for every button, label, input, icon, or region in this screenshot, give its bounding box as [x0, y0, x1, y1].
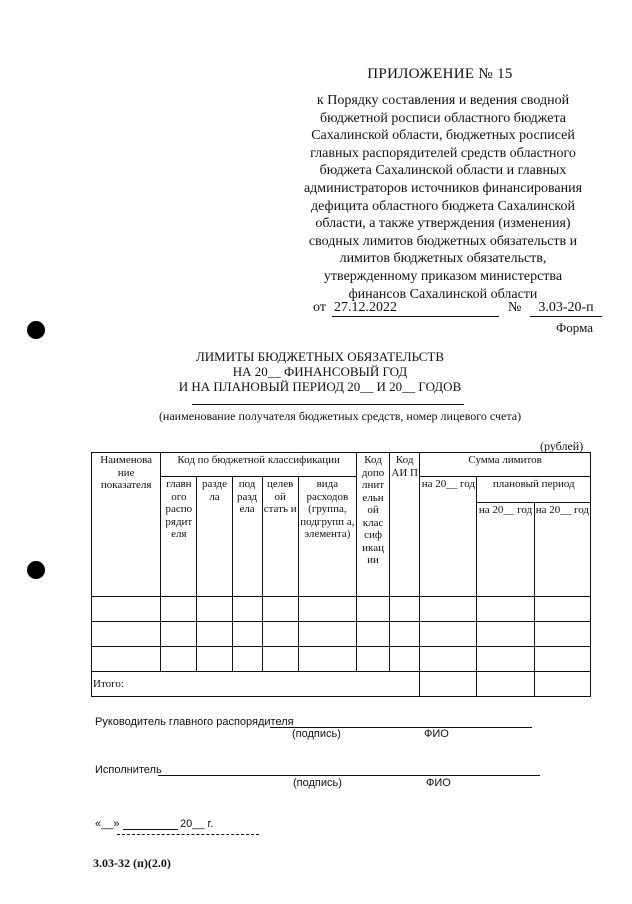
header-razdel: разде ла: [197, 477, 232, 597]
header-vid: вида расходов (группа, подгрупп а, элемента): [298, 477, 356, 597]
header-name: Наименова ние показателя: [92, 453, 161, 597]
title-line-1: ЛИМИТЫ БЮДЖЕТНЫХ ОБЯЗАТЕЛЬСТВ: [195, 349, 445, 364]
head-sign-caption: (подпись): [292, 728, 341, 740]
limits-table: [91, 452, 591, 697]
header-glavn: главн ого распо рядит еля: [161, 477, 197, 597]
appendix-line: утвержденному приказом министерства: [323, 268, 563, 284]
table-row: [92, 622, 591, 647]
units-label: (рублей): [540, 439, 584, 453]
header-plan-group: плановый период: [477, 477, 591, 503]
header-podrazdel: под разд ела: [232, 477, 262, 597]
order-number-label: №: [508, 300, 522, 315]
date-year: 20__ г.: [180, 818, 214, 830]
header-plan-1: на 20__ год: [477, 503, 534, 597]
head-fio-caption: ФИО: [424, 728, 449, 740]
form-label: Форма: [556, 320, 593, 335]
date-month-line: [123, 818, 178, 830]
appendix-line: лимитов бюджетных обязательств,: [339, 251, 547, 267]
head-signature-label: Руководитель главного распорядителя: [95, 716, 294, 728]
header-year: на 20__ год: [420, 477, 477, 597]
table-row: [92, 647, 591, 672]
recipient-caption: (наименование получателя бюджетных средств, номер лицевого счета): [158, 409, 522, 423]
executor-fio-caption: ФИО: [426, 777, 451, 789]
punch-hole-bottom: [27, 561, 45, 579]
appendix-line: финансов Сахалинской области: [348, 286, 538, 302]
total-row: [92, 672, 591, 697]
head-signature-line: [270, 716, 532, 728]
appendix-line: области, а также утверждения (изменения): [315, 216, 571, 232]
header-csr: целев ой стать и: [262, 477, 298, 597]
header-plan-2: на 20__ год: [534, 503, 590, 597]
header-kod-dop: Код допо лнит ельн ой клас сиф икац ии: [357, 453, 390, 597]
appendix-line: бюджетной росписи областного бюджета: [320, 110, 566, 126]
executor-sign-caption: (подпись): [293, 777, 342, 789]
appendix-line: главных распорядителей средств областного: [310, 145, 576, 161]
appendix-line: дефицита областного бюджета Сахалинской: [311, 198, 575, 214]
appendix-line: Сахалинской области, бюджетных росписей: [311, 128, 575, 144]
recipient-line: [192, 404, 464, 405]
order-from-label: от: [313, 300, 326, 315]
form-code: 3.03-32 (п)(2.0): [93, 856, 171, 870]
order-number: 3.03-20-п: [530, 300, 602, 317]
header-bk-group: Код по бюджетной классификации: [161, 453, 357, 477]
title-line-3: И НА ПЛАНОВЫЙ ПЕРИОД 20__ И 20__ ГОДОВ: [178, 379, 462, 394]
order-date: 27.12.2022: [332, 300, 499, 317]
executor-label: Исполнитель: [95, 764, 162, 776]
header-sum-group: Сумма лимитов: [420, 453, 591, 477]
appendix-body: [288, 92, 598, 303]
punch-hole-top: [27, 321, 45, 339]
document-title: [150, 349, 490, 394]
table-row: [92, 597, 591, 622]
appendix-line: сводных лимитов бюджетных обязательств и: [308, 233, 578, 249]
title-line-2: НА 20__ ФИНАНСОВЫЙ ГОД: [232, 364, 408, 379]
date-quote: «__»: [95, 818, 120, 830]
header-kod-aip: Код АИ П: [390, 453, 420, 597]
appendix-line: администраторов источников финансирования: [303, 180, 583, 196]
total-label: Итого:: [92, 672, 420, 697]
appendix-title: ПРИЛОЖЕНИЕ № 15: [367, 66, 513, 82]
date-dashed-line: [117, 834, 259, 835]
appendix-line: к Порядку составления и ведения сводной: [316, 93, 570, 108]
appendix-line: бюджета Сахалинской области и главных: [319, 163, 567, 179]
executor-signature-line: [158, 764, 540, 776]
